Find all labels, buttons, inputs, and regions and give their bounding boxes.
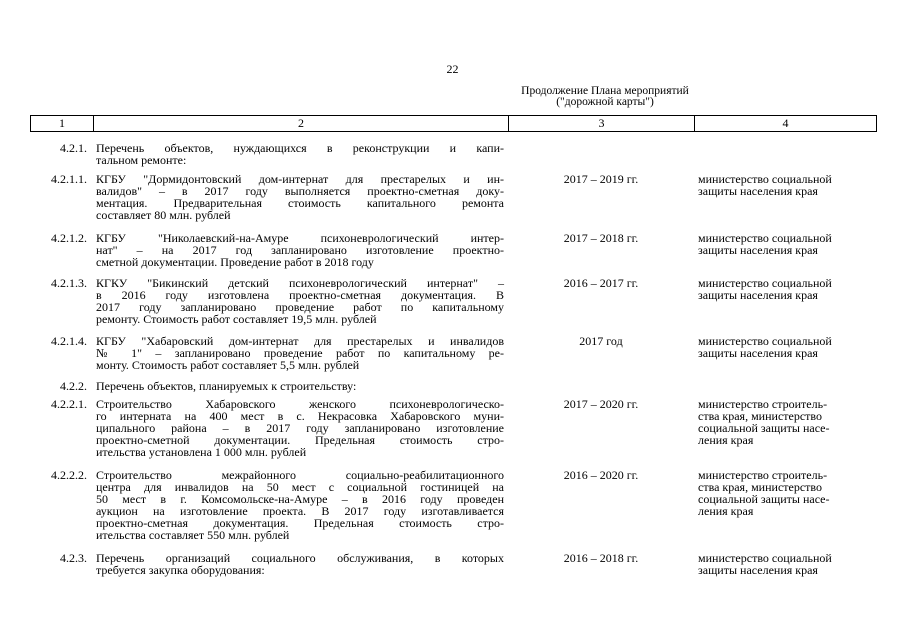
row-number: 4.2.2.1. [51,397,87,411]
row-responsible [698,232,878,256]
row-term: 2016 – 2020 гг. [563,468,639,482]
description-line: КГБУ "Хабаровский дом-интернат для престарелых и инвалидов [96,334,504,348]
row-number: 4.2.2. [60,379,87,393]
row-responsible [698,398,878,446]
description-line: КГКУ "Бикинский детский психоневрологический интернат" – [96,276,504,290]
responsible-line: ства края, министерство [698,409,822,423]
description-line: требуется закупка оборудования: [96,563,265,577]
description-line: Строительство межрайонного социально-реабилитационного [96,468,504,482]
description-line: КГБУ "Николаевский-на-Амуре психоневрологический интер- [96,231,504,245]
row-description [96,335,504,371]
description-line: № 1" – запланировано проведение работ по капитальному ре- [96,346,504,360]
row-term: 2016 – 2017 гг. [563,276,639,290]
row-responsible [698,552,878,576]
row-description [96,398,504,458]
row-responsible [698,335,878,359]
responsible-line: ства края, министерство [698,480,822,494]
description-line: Перечень объектов, нуждающихся в реконструкции и капи- [96,141,504,155]
description-line: монту. Стоимость работ составляет 5,5 млн. рублей [96,358,360,372]
responsible-line: министерство социальной [698,334,832,348]
continuation-caption [505,86,705,108]
responsible-line: министерство социальной [698,551,832,565]
description-line: ремонту. Стоимость работ составляет 19,5 млн. рублей [96,312,377,326]
row-responsible [698,469,878,517]
row-term: 2017 – 2019 гг. [563,172,639,186]
row-description [96,142,504,166]
description-line: Перечень организаций социального обслуживания, в которых [96,551,504,565]
description-line: аукцион на изготовление проекта. В 2017 году изготавливается [96,504,504,518]
responsible-line: социальной защиты насе- [698,421,830,435]
description-line: проектно-сметной документации. Предельная стоимость стро- [96,433,504,447]
description-line: ментация. Предварительная стоимость капитального ремонта [96,196,504,210]
description-line: 2017 году запланировано проведение работ по капитальному [96,300,504,314]
description-line: нат" – на 2017 год запланировано изготовление проектно- [96,243,504,257]
responsible-line: министерство социальной [698,231,832,245]
responsible-line: защиты населения края [698,243,818,257]
responsible-line: защиты населения края [698,288,818,302]
description-line: Перечень объектов, планируемых к строительству: [96,379,357,393]
description-line: проектно-сметная документация. Предельная стоимость стро- [96,516,504,530]
row-term: 2017 – 2020 гг. [563,397,639,411]
description-line: ительства составляет 550 млн. рублей [96,528,290,542]
header-col-2: 2 [298,116,304,130]
row-description [96,232,504,268]
description-line: КГБУ "Дормидонтовский дом-интернат для престарелых и ин- [96,172,504,186]
responsible-line: министерство строитель- [698,397,828,411]
row-number: 4.2.1.3. [51,276,87,290]
description-line: сметной документации. Проведение работ в 2018 году [96,255,374,269]
description-line: центра для инвалидов на 50 мест с социальной гостиницей на [96,480,504,494]
row-description [96,380,504,392]
description-line: го интерната на 400 мест в с. Некрасовка Хабаровского муни- [96,409,504,423]
responsible-line: министерство социальной [698,172,832,186]
header-col-3: 3 [598,116,605,130]
header-col-4: 4 [782,116,789,130]
responsible-line: министерство строитель- [698,468,828,482]
header-col-1: 1 [59,116,65,130]
description-line: в 2016 году изготовлена проектно-сметная документация. В [96,288,504,302]
description-line: валидов" – в 2017 году выполняется проектно-сметная доку- [96,184,504,198]
description-line: Строительство Хабаровского женского психоневрологическо- [96,397,504,411]
row-number: 4.2.1.2. [51,231,87,245]
responsible-line: социальной защиты насе- [698,492,830,506]
continuation-line-1: Продолжение Плана мероприятий [521,85,689,97]
row-number: 4.2.1.4. [51,334,87,348]
row-term: 2017 – 2018 гг. [563,231,639,245]
row-number: 4.2.3. [60,551,87,565]
row-term: 2016 – 2018 гг. [563,551,639,565]
responsible-line: защиты населения края [698,184,818,198]
responsible-line: ления края [698,433,754,447]
description-line: ительства установлена 1 000 млн. рублей [96,445,307,459]
page-number: 22 [446,62,459,76]
row-term: 2017 год [579,334,623,348]
row-description [96,277,504,325]
responsible-line: министерство социальной [698,276,832,290]
row-number: 4.2.1.1. [51,172,87,186]
description-line: тальном ремонте: [96,153,187,167]
row-responsible [698,173,878,197]
table-header [30,115,877,132]
row-responsible [698,277,878,301]
row-number: 4.2.1. [60,141,87,155]
responsible-line: защиты населения края [698,346,818,360]
row-description [96,469,504,541]
description-line: ципального района – в 2017 году запланировано изготовление [96,421,504,435]
description-line: составляет 80 млн. рублей [96,208,231,222]
row-description [96,552,504,576]
responsible-line: ления края [698,504,754,518]
row-description [96,173,504,221]
continuation-line-2: ("дорожной карты") [556,96,654,108]
description-line: 50 мест в г. Комсомольске-на-Амуре – в 2016 году проведен [96,492,504,506]
row-number: 4.2.2.2. [51,468,87,482]
responsible-line: защиты населения края [698,563,818,577]
